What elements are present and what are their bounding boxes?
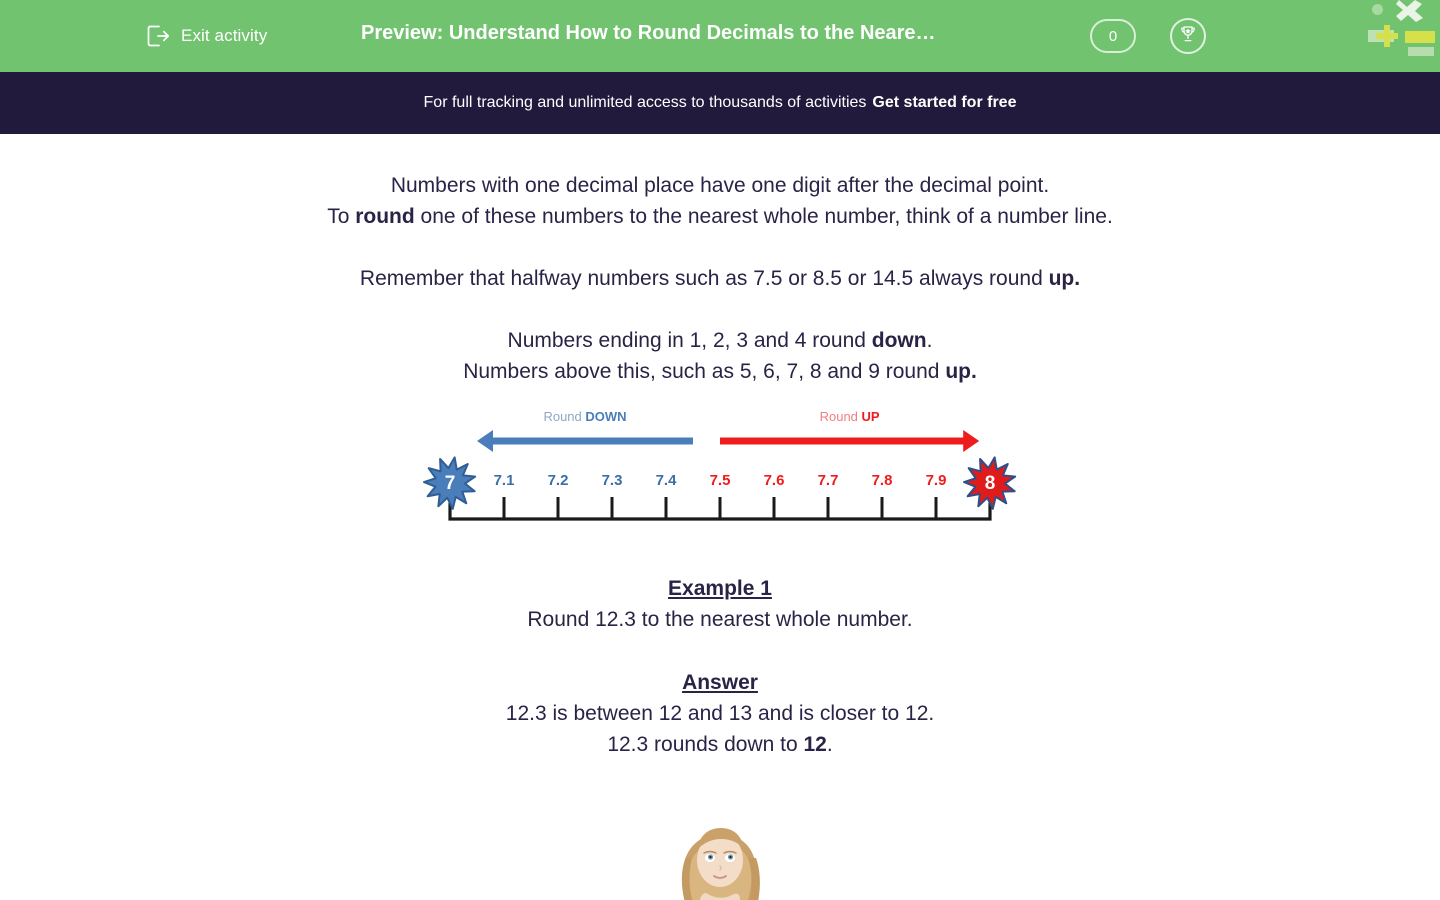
decor-x-icon (1396, 0, 1426, 22)
spacer-1 (0, 232, 1440, 263)
lesson-content (0, 134, 1440, 900)
answer-line-2 (0, 729, 1440, 760)
app-header (0, 0, 1440, 72)
number-line-endpoint-star (424, 457, 475, 508)
round-up-pre: Numbers above this, such as 5, 6, 7, 8 and 9 round (463, 360, 946, 383)
round-down-strong: down (871, 329, 927, 352)
number-line-annotation-label: Round UP (819, 409, 880, 424)
decor-plus-light-icon (1368, 30, 1394, 42)
spacer-4 (0, 635, 1440, 667)
number-line-tick-label: 7.7 (817, 472, 839, 489)
round-down-post: . (926, 329, 933, 352)
decor-rect-light-icon (1408, 47, 1434, 56)
number-line-direction-arrow (720, 430, 979, 452)
promo-text: For full tracking and unlimited access to thousands of activities (423, 94, 867, 111)
number-line-tick-label: 7.5 (709, 472, 731, 489)
number-line-annotation-label: Round DOWN (543, 409, 627, 424)
intro-line-2-post: one of these numbers to the nearest whole number, think of a number line. (414, 205, 1113, 228)
number-line-tick-label: 7.8 (871, 472, 893, 489)
number-line-tick-label: 7.3 (601, 472, 623, 489)
answer-line-2-strong: 12 (803, 733, 827, 756)
svg-text:7: 7 (444, 473, 456, 494)
trophy-button[interactable] (1170, 18, 1206, 54)
promo-cta-link[interactable]: Get started for free (872, 94, 1017, 111)
intro-line-2-pre: To (327, 205, 356, 228)
girl-thinking-photo (644, 788, 796, 900)
spacer-2 (0, 294, 1440, 325)
example-heading: Example 1 (668, 577, 772, 600)
number-line-direction-arrow (477, 430, 693, 452)
number-line-endpoint-star (964, 457, 1015, 508)
svg-text:8: 8 (984, 473, 996, 494)
intro-line-2-strong: round (355, 205, 415, 228)
page-title: Preview: Understand How to Round Decimals to the Neare… (361, 22, 936, 44)
exit-activity-label: Exit activity (181, 26, 268, 45)
intro-line-2 (0, 201, 1440, 232)
number-line-tick-label: 7.9 (925, 472, 947, 489)
exit-activity-button[interactable] (145, 23, 267, 49)
number-line-tick-label: 7.4 (655, 472, 677, 489)
spacer-3 (0, 541, 1440, 573)
decor-rect-yellow-icon (1405, 31, 1435, 43)
halfway-rule-strong: up. (1048, 267, 1081, 290)
answer-line-2-pre: 12.3 rounds down to (607, 733, 804, 756)
example-question: Round 12.3 to the nearest whole number. (527, 608, 913, 631)
number-line-chart (420, 401, 1020, 541)
answer-line-1: 12.3 is between 12 and 13 and is closer to 12. (505, 702, 935, 725)
intro-line-1: Numbers with one decimal place have one digit after the decimal point. (390, 174, 1050, 197)
number-line-figure-wrap (0, 401, 1440, 541)
score-value: 0 (1108, 27, 1118, 45)
round-up-strong: up. (945, 360, 977, 383)
score-badge[interactable] (1090, 19, 1136, 53)
exit-arrow-icon (145, 23, 171, 49)
decor-plus-yellow-icon (1376, 25, 1398, 47)
number-line-tick-label: 7.2 (547, 472, 569, 489)
halfway-rule-line (0, 263, 1440, 294)
answer-heading: Answer (682, 671, 758, 694)
answer-line-2-post: . (826, 733, 833, 756)
round-up-rule-line (0, 356, 1440, 387)
promo-banner (0, 72, 1440, 134)
round-down-rule-line (0, 325, 1440, 356)
number-line-tick-label: 7.6 (763, 472, 785, 489)
trophy-icon (1178, 24, 1198, 49)
decor-circle-icon (1372, 4, 1383, 15)
illustration-wrap (0, 788, 1440, 900)
number-line-figure (420, 401, 1020, 541)
round-down-pre: Numbers ending in 1, 2, 3 and 4 round (507, 329, 872, 352)
halfway-rule-pre: Remember that halfway numbers such as 7.5 or 8.5 or 14.5 always round (359, 267, 1049, 290)
number-line-tick-label: 7.1 (493, 472, 515, 489)
